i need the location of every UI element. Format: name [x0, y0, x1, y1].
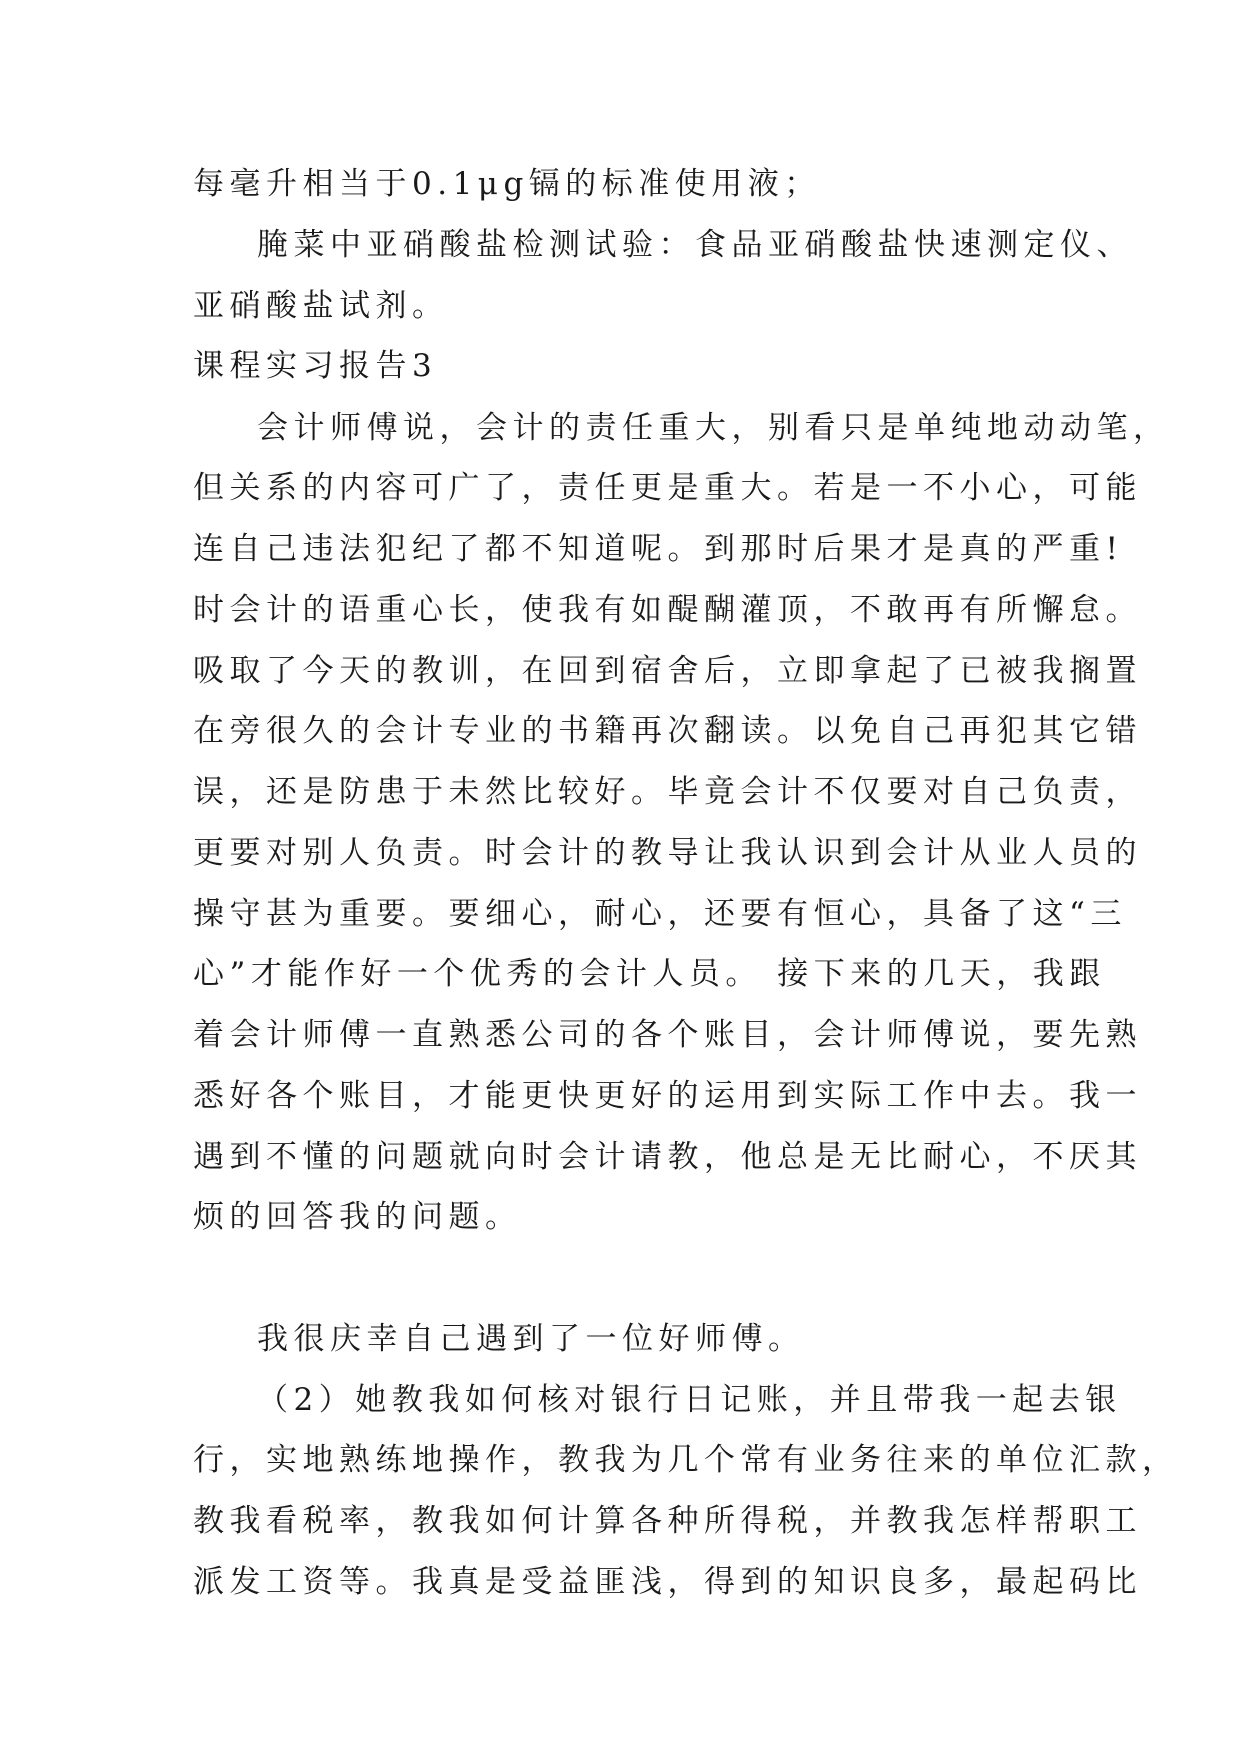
text-line: 烦的回答我的问题。 [193, 1199, 522, 1235]
text-line: （2）她教我如何核对银行日记账，并且带我一起去银 [257, 1382, 1122, 1418]
text-line: 心”才能作好一个优秀的会计人员。 接下来的几天，我跟 [193, 956, 1106, 992]
text-line: 腌菜中亚硝酸盐检测试验：食品亚硝酸盐快速测定仪、 [257, 227, 1133, 263]
text-line: 行，实地熟练地操作，教我为几个常有业务往来的单位汇款， [193, 1442, 1179, 1478]
text-line: 操守甚为重要。要细心，耐心，还要有恒心，具备了这“三 [193, 896, 1127, 932]
text-line: 在旁很久的会计专业的书籍再次翻读。以免自己再犯其它错 [193, 713, 1142, 749]
text-line: 每毫升相当于0.1μg镉的标准使用液； [193, 166, 821, 202]
text-line: 亚硝酸盐试剂。 [193, 288, 449, 324]
text-line: 着会计师傅一直熟悉公司的各个账目，会计师傅说，要先熟 [193, 1017, 1142, 1053]
text-line: 遇到不懂的问题就向时会计请教，他总是无比耐心，不厌其 [193, 1139, 1142, 1175]
text-line: 我很庆幸自己遇到了一位好师傅。 [257, 1321, 805, 1357]
text-line: 时会计的语重心长，使我有如醍醐灌顶，不敢再有所懈怠。 [193, 592, 1142, 628]
text-line: 会计师傅说，会计的责任重大，别看只是单纯地动动笔， [257, 410, 1170, 446]
text-line: 吸取了今天的教训，在回到宿舍后，立即拿起了已被我搁置 [193, 653, 1142, 689]
text-line: 但关系的内容可广了，责任更是重大。若是一不小心，可能 [193, 470, 1142, 506]
text-line: 误，还是防患于未然比较好。毕竟会计不仅要对自己负责， [193, 774, 1142, 810]
text-line: 派发工资等。我真是受益匪浅，得到的知识良多，最起码比 [193, 1564, 1142, 1600]
section-heading: 课程实习报告3 [193, 348, 438, 384]
text-line: 教我看税率，教我如何计算各种所得税，并教我怎样帮职工 [193, 1503, 1142, 1539]
text-line: 连自己违法犯纪了都不知道呢。到那时后果才是真的严重! [193, 531, 1124, 567]
text-line: 更要对别人负责。时会计的教导让我认识到会计从业人员的 [193, 835, 1142, 871]
text-line: 悉好各个账目，才能更快更好的运用到实际工作中去。我一 [193, 1078, 1142, 1114]
